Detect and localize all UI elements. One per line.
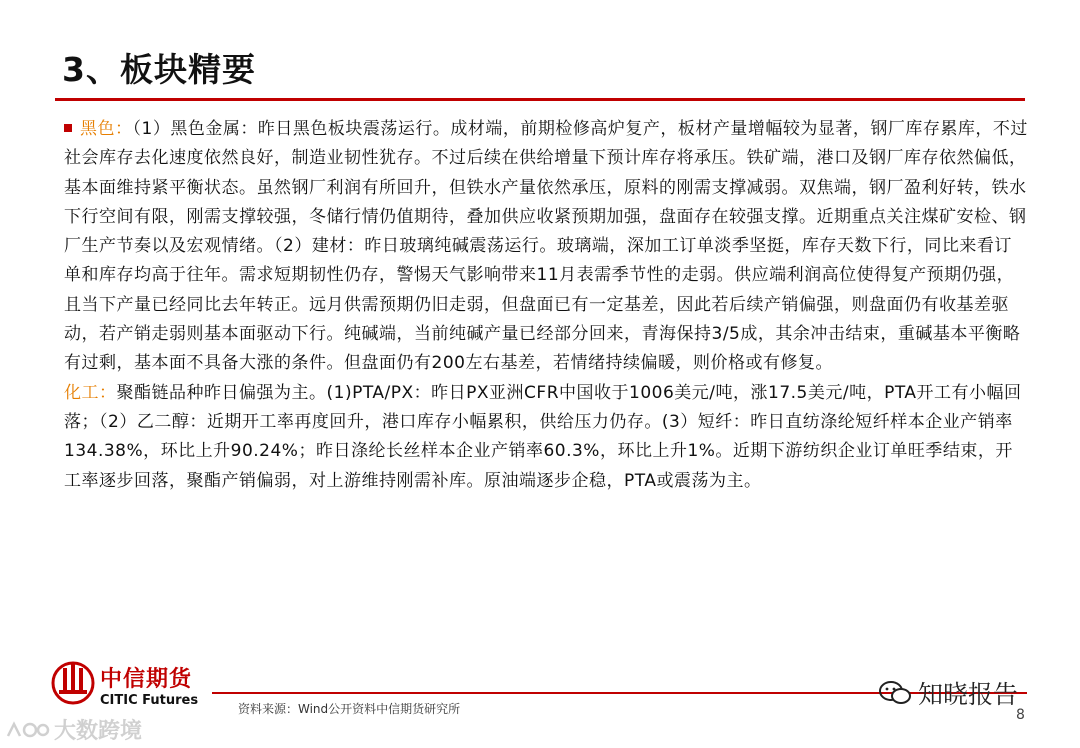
text-black: （1）黑色金属：昨日黑色板块震荡运行。成材端，前期检修高炉复产，板材产量增幅较为显著，钢厂库存累库，不过社会库存去化速度依然良好，制造业韧性犹存。不过后续在供给增量下预计库存将承压。铁矿端，港口及钢厂库存依然偏低，基本面维持紧平衡状态。虽然钢厂利润有所回升，但铁水产量依然承压，原料的刚需支撑减弱。双焦端，钢厂盈利好转，铁水下行空间有限，刚需支撑较强，冬储行情仍值期待，叠加供应收紧预期加强，盘面存在较强支撑。近期重点关注煤矿安检、钢厂生产节奏以及宏观情绪。（2）建材：昨日玻璃纯碱震荡运行。玻璃端，深加工订单淡季坚挺，库存天数下行，同比来看订单和库存均高于往年。需求短期韧性仍存，警惕天气影响带来11月表需季节性的走弱。供应端利润高位使得复产预期仍强，且当下产量已经同比去年转正。远月供需预期仍旧走弱，但盘面已有一定基差，因此若后续产销偏强，则盘面仍有收基差驱动，若产销走弱则基本面驱动下行。纯碱端，当前纯碱产量已经部分回来，青海保持3/5成，其余冲击结束，重碱基本平衡略有过剩，基本面不具备大涨的条件。但盘面仍有200左右基差，若情绪持续偏暖，则价格或有修复。 bbox=[64, 119, 1028, 374]
watermark-left-text: 大数跨境 bbox=[54, 719, 143, 744]
wechat-icon bbox=[878, 680, 912, 706]
watermark-left bbox=[4, 714, 142, 745]
watermark-right-text: 知晓报告 bbox=[918, 680, 1019, 709]
source-note: 资料来源：Wind公开资料中信期货研究所 bbox=[238, 702, 461, 716]
watermark-right bbox=[878, 675, 1018, 711]
text-chem: 聚酯链品种昨日偏强为主。(1)PTA/PX：昨日PX亚洲CFR中国收于1006美元/吨，涨17.5美元/吨，PTA开工有小幅回落；（2）乙二醇：近期开工率再度回升，港口库存小幅累积，供给压力仍存。(3）短纤：昨日直纺涤纶短纤样本企业产销率134.38%，环比上升90.24%；昨日涤纶长丝样本企业产销率60.3%，环比上升1%。近期下游纺织企业订单旺季结束，开工率逐步回落，聚酯产销偏弱，对上游维持刚需补库。原油端逐步企稳，PTA或震荡为主。 bbox=[64, 382, 1022, 491]
title-divider bbox=[55, 98, 1025, 101]
page-number: 8 bbox=[1016, 707, 1025, 723]
citic-logo-icon bbox=[50, 660, 96, 706]
slide-title: 3、板块精要 bbox=[62, 50, 256, 89]
brand-name-en: CITIC Futures bbox=[100, 693, 199, 708]
label-chem: 化工： bbox=[64, 382, 117, 403]
brand-name-cn: 中信期货 bbox=[100, 667, 193, 692]
content-body bbox=[64, 115, 1029, 496]
bullet-square-icon bbox=[64, 124, 72, 132]
paragraph-chem bbox=[64, 379, 1029, 496]
paragraph-black bbox=[64, 115, 1029, 379]
watermark-logo-icon bbox=[4, 718, 50, 742]
label-black: 黑色： bbox=[80, 119, 133, 139]
